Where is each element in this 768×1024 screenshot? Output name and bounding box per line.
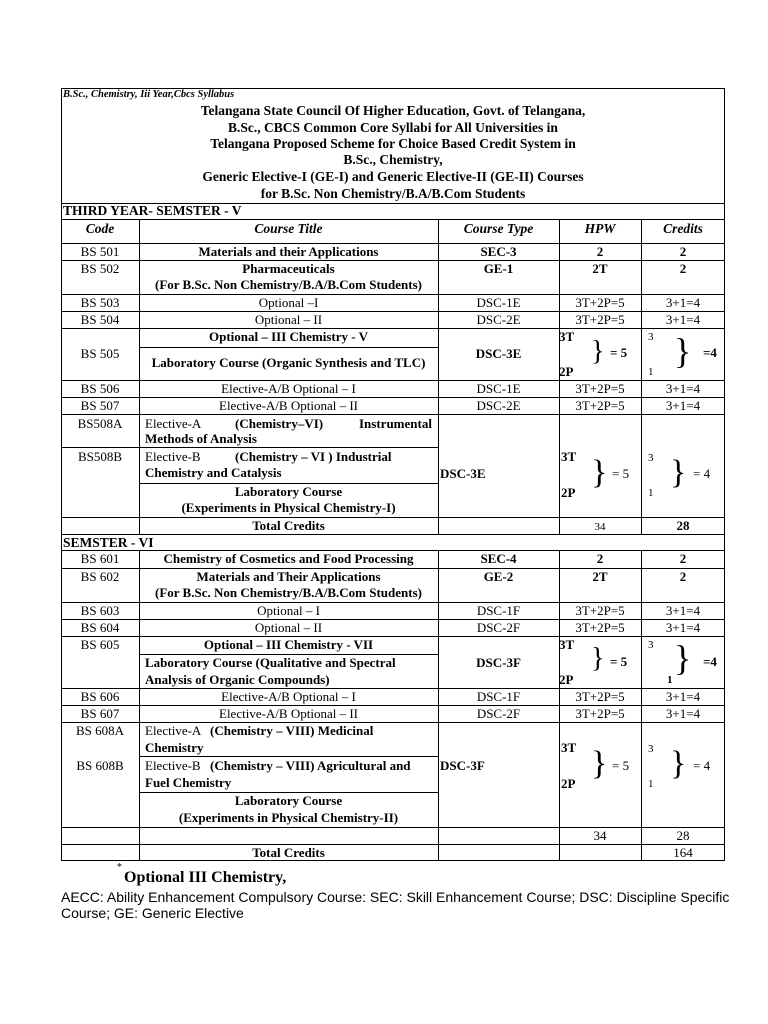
code-cell: BS 602 [80,569,120,584]
col-header-credits: Credits [663,221,703,236]
brace-icon: } [591,643,605,674]
brace-icon: } [591,745,608,782]
credits-cell: 3+1=4 [665,620,701,635]
elective-b-subject-line2: Chemistry and Catalysis [145,465,282,480]
type-cell: GE-2 [483,569,514,584]
hpw-total: = 5 [612,466,630,481]
hpw-theory: 3T [559,637,575,652]
total-credits: 28 [676,518,690,533]
title-cell-lab: Laboratory Course (Organic Synthesis and TLC) [151,355,426,370]
total-hpw: 34 [594,521,606,533]
elective-b-subject: (Chemistry – VIII) Agricultural and [210,758,411,773]
col-header-type: Course Type [463,221,534,236]
header-line-1: Telangana State Council Of Higher Education, Govt. of Telangana, [200,103,586,118]
header-line-3: Telangana Proposed Scheme for Choice Based Credit System in [210,136,576,151]
title-cell: Elective-A/B Optional – II [219,706,358,721]
brace-icon: } [670,454,687,491]
elective-a-subject: (Chemistry–VI) [235,416,324,431]
col-header-hpw: HPW [584,221,616,236]
elective-a-subject: (Chemistry – VIII) Medicinal [210,723,374,738]
type-cell: SEC-4 [480,551,517,566]
elective-a-label: Elective-A [145,416,202,431]
brace-icon: } [591,454,608,491]
type-cell: DSC-2F [476,706,521,721]
brace-icon: } [591,336,605,367]
header-line-4: B.Sc., Chemistry, [343,152,443,167]
hpw-cell: 2T [592,569,608,584]
credits-practical: 1 [648,487,654,499]
hpw-cell: 3T+2P=5 [575,603,625,618]
credits-total: = 4 [693,466,711,481]
elective-a-subject-line2: Chemistry [145,740,204,755]
title-cell: Optional – II [254,312,323,327]
rule [61,219,725,220]
type-cell: DSC-2E [476,398,521,413]
credits-theory: 3 [648,331,654,343]
hpw-cell: 3T+2P=5 [575,312,625,327]
code-cell: BS 504 [80,312,120,327]
hpw-cell: 3T+2P=5 [575,706,625,721]
code-cell: BS 601 [80,551,120,566]
credits-cell: 3+1=4 [665,603,701,618]
code-cell: BS 608B [76,758,124,773]
elective-b-subject-line2: Fuel Chemistry [145,775,232,790]
code-cell: BS508B [77,449,123,464]
footnote-star: * [117,862,122,873]
credits-cell: 2 [679,244,687,259]
credits-practical: 1 [648,366,654,378]
credits-cell: 2 [679,261,687,276]
rule [139,347,438,348]
header-line-5: Generic Elective-I (GE-I) and Generic Elective-II (GE-II) Courses [202,169,584,184]
title-cell-lab: Laboratory Course (Qualitative and Spectral [145,655,396,670]
hpw-cell: 3T+2P=5 [575,620,625,635]
title-cell: Chemistry of Cosmetics and Food Processing [163,551,414,566]
running-title: B.Sc., Chemistry, Iii Year,Cbcs Syllabus [63,89,235,100]
elective-b-label: Elective-B [145,758,201,773]
code-cell: BS 507 [80,398,120,413]
credits-practical: 1 [648,778,654,790]
title-cell: Elective-A/B Optional – I [221,689,356,704]
code-cell: BS 506 [80,381,120,396]
code-cell: BS 606 [80,689,120,704]
code-cell: BS 603 [80,603,120,618]
rule [61,414,725,415]
hpw-practical: 2P [559,364,574,379]
abbreviations-line-2: Course; GE: Generic Elective [61,905,244,921]
title-cell: Optional – III Chemistry - VII [203,637,374,652]
credits-practical: 1 [667,674,673,686]
code-cell: BS 607 [80,706,120,721]
hpw-cell: 2 [596,244,604,259]
hpw-theory: 3T [561,740,577,755]
code-cell: BS 608A [75,723,125,738]
credits-cell: 2 [679,551,687,566]
hpw-cell: 3T+2P=5 [575,381,625,396]
sum-hpw: 34 [593,828,607,843]
type-cell: DSC-3E [475,346,522,361]
title-cell-lab-line2: Analysis of Organic Compounds) [145,672,330,687]
brace-icon: } [670,745,687,782]
lab-course-subtitle: (Experiments in Physical Chemistry-I) [181,500,396,515]
hpw-cell: 2 [596,551,604,566]
code-cell: BS 605 [80,637,120,652]
type-cell: DSC-3F [440,758,485,773]
hpw-cell: 3T+2P=5 [575,398,625,413]
type-cell: DSC-1E [476,295,521,310]
title-cell: Optional –I [258,295,319,310]
hpw-total: = 5 [610,654,628,669]
semester-vi-title: SEMSTER - VI [63,535,154,550]
type-cell: DSC-1F [476,603,521,618]
code-cell: BS 503 [80,295,120,310]
credits-cell: 2 [679,569,687,584]
title-cell-note: (For B.Sc. Non Chemistry/B.A/B.Com Students) [155,585,422,600]
title-cell: Optional – I [257,603,320,618]
hpw-practical: 2P [559,672,574,687]
lab-course-subtitle: (Experiments in Physical Chemistry-II) [178,810,399,825]
hpw-practical: 2P [561,776,576,791]
abbreviations-line-1: AECC: Ability Enhancement Compulsory Course: SEC: Skill Enhancement Course; DSC: Discipline Specific [61,889,730,905]
credits-cell: 3+1=4 [665,706,701,721]
credits-theory: 3 [648,743,654,755]
credits-cell: 3+1=4 [665,381,701,396]
semester-v-title: THIRD YEAR- SEMSTER - V [63,203,242,218]
hpw-theory: 3T [559,329,575,344]
total-credits-label: Total Credits [252,845,325,860]
type-cell: DSC-2F [476,620,521,635]
type-cell: DSC-1E [476,381,521,396]
lab-course-title: Laboratory Course [234,793,343,808]
sum-credits: 28 [676,828,690,843]
title-cell: Pharmaceuticals [242,261,335,276]
rule [139,756,438,757]
title-cell: Elective-A/B Optional – I [221,381,356,396]
credits-cell: 3+1=4 [665,295,701,310]
credits-total: =4 [703,654,717,669]
brace-icon: } [674,638,692,678]
elective-a-label: Elective-A [145,723,202,738]
optional-note: Optional III Chemistry, [124,869,287,886]
lab-course-title: Laboratory Course [234,484,343,499]
type-cell: GE-1 [483,261,514,276]
credits-theory: 3 [648,452,654,464]
hpw-practical: 2P [561,485,576,500]
hpw-theory: 3T [561,449,577,464]
credits-cell: 3+1=4 [665,689,701,704]
title-cell: Elective-A/B Optional – II [219,398,358,413]
code-cell: BS508A [77,416,123,431]
header-line-2: B.Sc., CBCS Common Core Syllabi for All Universities in [228,120,558,135]
type-cell: DSC-3E [440,466,486,481]
title-cell: Optional – III Chemistry - V [208,329,369,344]
credits-total: = 4 [693,758,711,773]
code-cell: BS 501 [80,244,120,259]
title-cell: Materials and Their Applications [196,569,381,584]
type-cell: DSC-3F [476,655,521,670]
hpw-total: = 5 [610,345,628,360]
rule [61,447,439,448]
credits-total: =4 [703,345,717,360]
elective-a-subject-cont: Instrumental [359,416,432,431]
credits-cell: 3+1=4 [665,398,701,413]
hpw-cell: 2T [592,261,608,276]
title-cell: Materials and their Applications [198,244,379,259]
title-cell: Optional – II [254,620,323,635]
elective-a-subject-line2: Methods of Analysis [145,431,257,446]
code-cell: BS 505 [80,346,120,361]
header-line-6: for B.Sc. Non Chemistry/B.A/B.Com Students [260,186,526,201]
type-cell: DSC-1F [476,689,521,704]
credits-theory: 3 [648,639,654,651]
hpw-cell: 3T+2P=5 [575,689,625,704]
type-cell: DSC-2E [476,312,521,327]
code-cell: BS 502 [80,261,120,276]
elective-b-subject: (Chemistry – VI ) Industrial [235,449,392,464]
hpw-cell: 3T+2P=5 [575,295,625,310]
title-cell-note: (For B.Sc. Non Chemistry/B.A/B.Com Students) [155,277,422,292]
elective-b-label: Elective-B [145,449,201,464]
total-credits-label: Total Credits [252,518,325,533]
brace-icon: } [674,331,692,371]
col-header-title: Course Title [254,221,323,236]
hpw-total: = 5 [612,758,630,773]
col-header-code: Code [85,221,115,236]
grand-total-credits: 164 [673,845,693,860]
type-cell: SEC-3 [480,244,517,259]
credits-cell: 3+1=4 [665,312,701,327]
code-cell: BS 604 [80,620,120,635]
